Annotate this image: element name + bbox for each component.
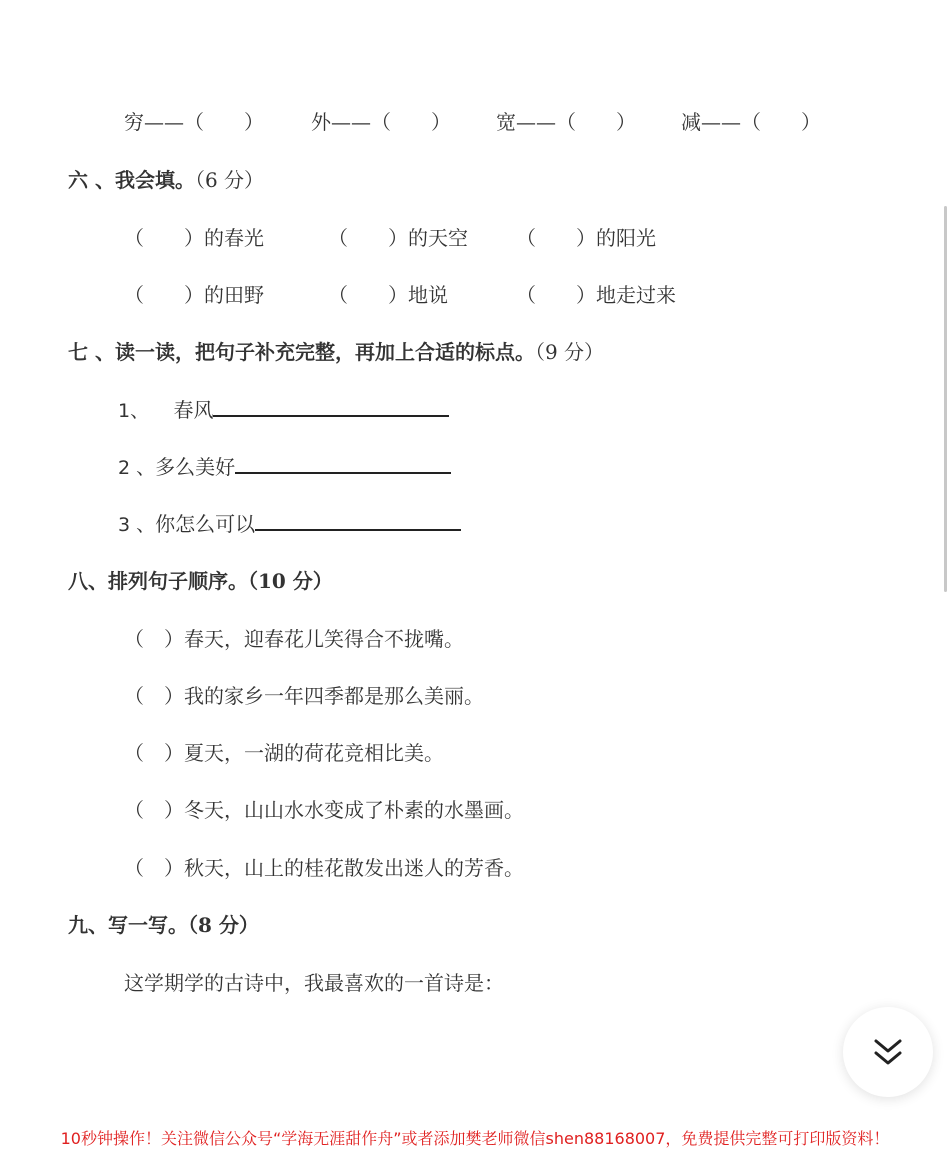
section9-score: （8 分） [188, 913, 259, 937]
fill-item-6: （ ）地走过来 [516, 283, 676, 307]
fill-item-4: （ ）的田野 [124, 283, 264, 307]
fill-item-3: （ ）的阳光 [516, 226, 656, 250]
sentence-item-2 [118, 451, 451, 480]
antonym-item-1: 穷——（ ） [124, 110, 264, 134]
fill-item-1: （ ）的春光 [124, 226, 264, 250]
fill-item-2: （ ）的天空 [328, 226, 468, 250]
section7-score: （9 分） [534, 340, 605, 364]
order-item-5: （ ）秋天，山上的桂花散发出迷人的芳香。 [124, 856, 524, 880]
sentence-start: 春风 [173, 398, 214, 422]
antonym-item-3: 宽——（ ） [496, 110, 636, 134]
section8-heading [68, 565, 333, 594]
section8-title: 八、排列句子顺序。 [68, 569, 248, 593]
section6-title: 六 、我会填。 [68, 168, 195, 192]
section9-title: 九、写一写。 [68, 913, 188, 937]
order-item-4: （ ）冬天，山山水水变成了朴素的水墨画。 [124, 798, 524, 822]
order-item-1: （ ）春天，迎春花儿笑得合不拢嘴。 [124, 627, 464, 651]
scroll-down-button[interactable] [843, 1007, 933, 1097]
sentence-item-3 [118, 508, 461, 537]
section6-score: （6 分） [194, 168, 265, 192]
section8-score: （10 分） [248, 569, 333, 593]
promo-footer: 10秒钟操作！关注微信公众号“学海无涯甜作舟”或者添加樊老师微信shen88168007，免费提供完整可打印版资料！ [60, 1129, 890, 1148]
order-item-2: （ ）我的家乡一年四季都是那么美丽。 [124, 684, 484, 708]
scrollbar-thumb[interactable] [944, 206, 947, 592]
antonym-item-2: 外——（ ） [311, 110, 451, 134]
section7-heading [68, 336, 604, 365]
section9-prompt: 这学期学的古诗中，我最喜欢的一首诗是： [124, 971, 504, 995]
sentence-start: 多么美好 [155, 455, 236, 479]
sentence-number: 2 、 [118, 457, 156, 479]
antonym-item-4: 减——（ ） [681, 110, 821, 134]
section7-title: 七 、读一读，把句子补充完整，再加上合适的标点。 [68, 340, 535, 364]
answer-line [255, 528, 461, 531]
section6-heading [68, 164, 264, 193]
sentence-number: 1、 [118, 400, 150, 422]
sentence-number: 3 、 [118, 514, 156, 536]
fill-item-5: （ ）地说 [328, 283, 448, 307]
order-item-3: （ ）夏天，一湖的荷花竞相比美。 [124, 741, 444, 765]
answer-line [235, 471, 451, 474]
answer-line [213, 414, 449, 417]
section9-heading [68, 909, 259, 938]
sentence-start: 你怎么可以 [155, 512, 256, 536]
sentence-item-1 [118, 394, 449, 423]
double-chevron-down-icon [871, 1035, 905, 1069]
